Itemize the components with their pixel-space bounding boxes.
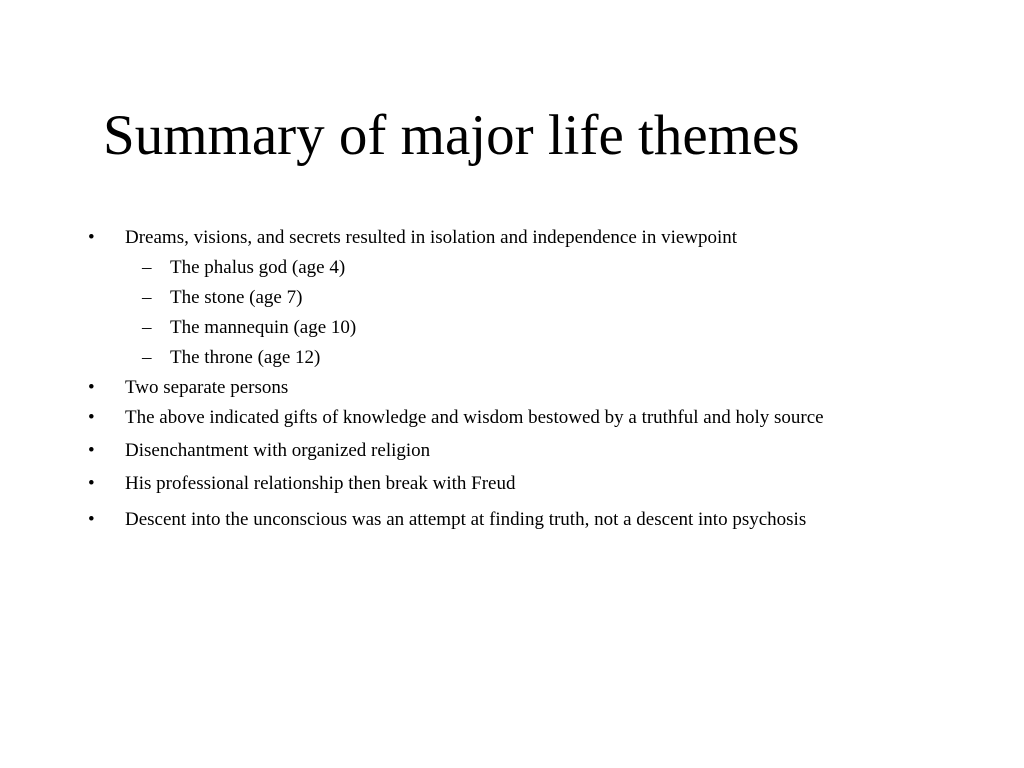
bullet-item (88, 407, 918, 429)
sub-bullet-text: The throne (age 12) (170, 347, 321, 368)
bullet-text: Descent into the unconscious was an attempt at finding truth, not a descent into psychosis (125, 509, 807, 530)
sub-bullet-text: The phalus god (age 4) (170, 257, 346, 278)
dash-marker: – (142, 287, 152, 308)
bullet-list (88, 227, 918, 533)
sub-bullet-item (88, 257, 918, 279)
bullet-text: The above indicated gifts of knowledge and wisdom bestowed by a truthful and holy source (125, 407, 824, 428)
bullet-text: Disenchantment with organized religion (125, 440, 431, 461)
bullet-marker: • (88, 377, 95, 398)
dash-marker: – (142, 317, 152, 338)
bullet-text: Dreams, visions, and secrets resulted in isolation and independence in viewpoint (125, 227, 738, 248)
bullet-text: His professional relationship then break with Freud (125, 473, 516, 494)
sub-bullet-text: The mannequin (age 10) (170, 317, 357, 338)
bullet-item (88, 473, 918, 495)
sub-bullet-item (88, 347, 918, 369)
bullet-text: Two separate persons (125, 377, 289, 398)
slide-title: Summary of major life themes (103, 104, 800, 167)
bullet-marker: • (88, 227, 95, 248)
bullet-marker: • (88, 440, 95, 461)
bullet-marker: • (88, 407, 95, 428)
bullet-item (88, 440, 918, 462)
bullet-item (88, 506, 918, 533)
sub-bullet-text: The stone (age 7) (170, 287, 303, 308)
dash-marker: – (142, 257, 152, 278)
bullet-item (88, 377, 918, 399)
dash-marker: – (142, 347, 152, 368)
sub-bullet-item (88, 317, 918, 339)
bullet-item (88, 227, 918, 249)
bullet-marker: • (88, 509, 95, 530)
sub-bullet-item (88, 287, 918, 309)
bullet-marker: • (88, 473, 95, 494)
